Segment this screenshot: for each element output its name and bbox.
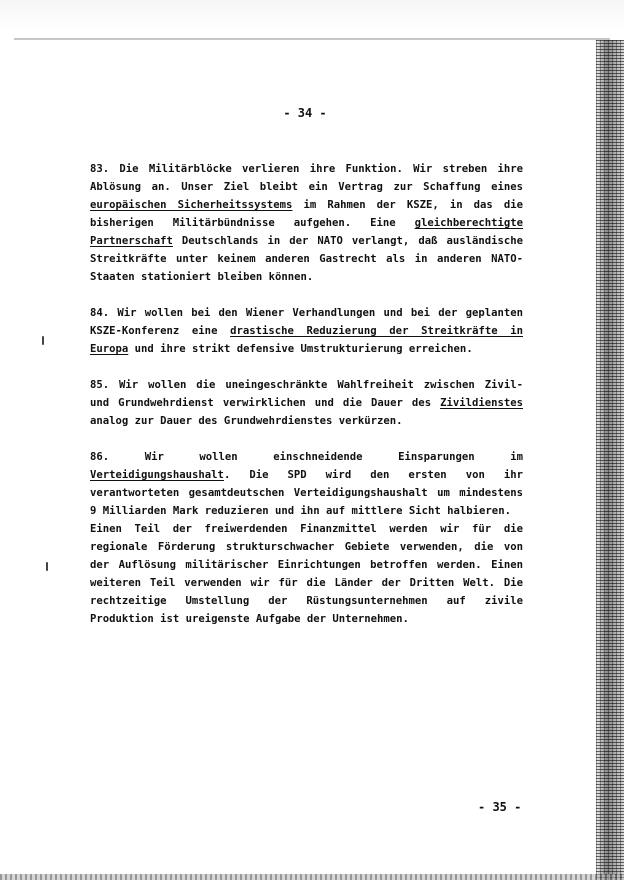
paragraph-text: 85. Wir wollen die uneingeschränkte Wahlfreiheit zwischen Zivil- und Grundwehrdienst verwirklichen und die Dauer des — [90, 379, 523, 409]
paragraph-86 — [90, 448, 523, 520]
paragraph-text: analog zur Dauer des Grundwehrdienstes verkürzen. — [90, 415, 403, 427]
underlined-phrase: drastische Reduzierung der Streitkräfte in Europa — [90, 325, 524, 355]
underlined-phrase: europäischen Sicherheitssystems — [90, 199, 293, 211]
paragraph-text: 83. Die Militärblöcke verlieren ihre Funktion. Wir streben ihre Ablösung an. Unser Ziel bleibt ein Vertrag zur Schaffung eines — [90, 163, 523, 193]
scan-bottom-edge — [0, 874, 624, 880]
paragraph-text: . Die SPD wird den ersten von ihr verantworteten gesamtdeutschen Verteidigungshaushalt um mindestens 9 Milliarden Mark reduzieren und ihn auf mittlere Sicht halbieren. — [90, 469, 523, 517]
paragraph-text: 86. Wir wollen einschneidende Einsparungen im — [90, 451, 523, 463]
paragraph-86-continued: Einen Teil der freiwerdenden Finanzmittel werden wir für die regionale Förderung strukturschwacher Gebiete verwenden, die von der Auflösung militärischer Einrichtungen betroffen werden. Einen weiteren Teil verwenden wir für die Länder der Dritten Welt. Die rechtzeitige Umstellung der Rüstungsunternehmen auf zivile Produktion ist ureigenste Aufgabe der Unternehmen. — [90, 523, 523, 625]
paragraph-text: Deutschlands in der NATO verlangt, daß ausländische Streitkräfte unter keinem anderen Gastrecht als in anderen NATO-Staaten stationiert bleiben können. — [90, 235, 523, 283]
paragraph-84 — [90, 304, 523, 358]
paragraph-text: 84. Wir wollen bei den Wiener Verhandlungen und bei der geplanten KSZE-Konferenz eine — [90, 307, 523, 337]
margin-mark — [46, 562, 48, 571]
page-number: - 34 - — [283, 106, 327, 120]
underlined-phrase: gleichberechtigte Partnerschaft — [90, 217, 523, 247]
margin-mark — [42, 336, 44, 345]
paragraph-text: und ihre strikt defensive Umstrukturierung erreichen. — [128, 343, 473, 355]
scan-top-edge — [0, 0, 624, 40]
next-page-number: - 35 - — [478, 800, 522, 814]
paragraph-text: im Rahmen der KSZE, in das die bisherigen Militärbündnisse aufgehen. Eine — [90, 199, 524, 229]
scan-right-edge — [596, 40, 624, 880]
scan-top-rule — [14, 38, 610, 40]
underlined-phrase: Zivildienstes — [440, 397, 523, 409]
underlined-phrase: Verteidigungshaushalt — [90, 469, 224, 481]
paragraph-83 — [90, 160, 523, 286]
document-body — [90, 160, 523, 646]
paragraph-85 — [90, 376, 523, 430]
